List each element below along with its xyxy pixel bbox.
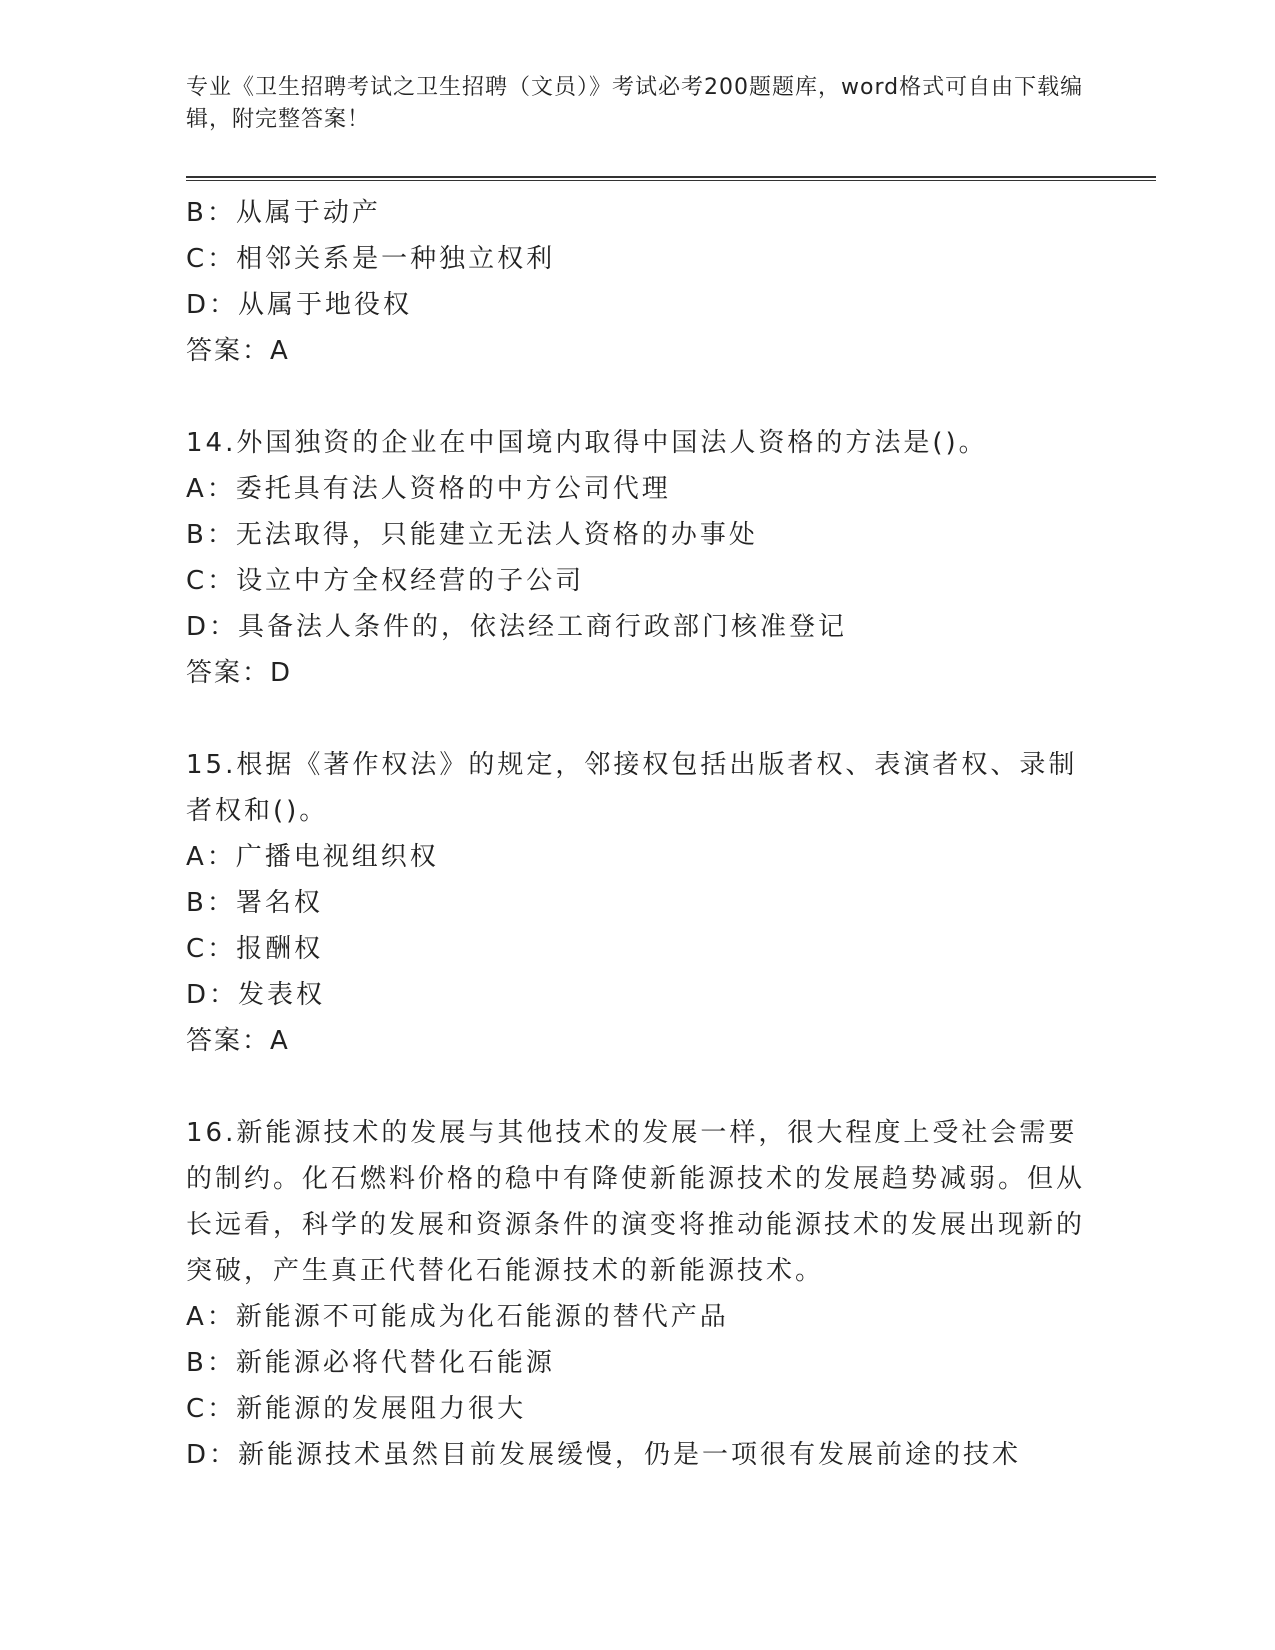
question-text: 16.新能源技术的发展与其他技术的发展一样，很大程度上受社会需要的制约。化石燃料价格的稳中有降使新能源技术的发展趋势减弱。但从长远看，科学的发展和资源条件的演变将推动能源技术的发展出现新的突破，产生真正代替化石能源技术的新能源技术。 [186,1118,1086,1286]
continued-question [186,190,1096,374]
question-text: 15.根据《著作权法》的规定，邻接权包括出版者权、表演者权、录制者权和()。 [186,750,1078,826]
option-c: C：相邻关系是一种独立权利 [186,244,556,274]
spacer [186,374,1096,420]
option-d: D：发表权 [186,980,326,1010]
option-c: C：新能源的发展阻力很大 [186,1394,527,1424]
option-b: B：新能源必将代替化石能源 [186,1348,555,1378]
answer-label: 答案：A [186,336,290,366]
question-content [186,190,1096,1478]
question-text: 14.外国独资的企业在中国境内取得中国法人资格的方法是()。 [186,428,988,458]
spacer [186,1064,1096,1110]
option-d: D：从属于地役权 [186,290,413,320]
spacer [186,696,1096,742]
option-a: A：新能源不可能成为化石能源的替代产品 [186,1302,729,1332]
option-d: D：新能源技术虽然目前发展缓慢，仍是一项很有发展前途的技术 [186,1440,1022,1470]
question-14 [186,420,1096,696]
document-header: 专业《卫生招聘考试之卫生招聘（文员）》考试必考200题题库，word格式可自由下载编辑，附完整答案！ [186,75,1084,132]
option-d: D：具备法人条件的，依法经工商行政部门核准登记 [186,612,848,642]
option-b: B：无法取得，只能建立无法人资格的办事处 [186,520,758,550]
option-a: A：委托具有法人资格的中方公司代理 [186,474,671,504]
answer-label: 答案：D [186,658,293,688]
question-15 [186,742,1096,1064]
header-divider [186,176,1156,181]
option-a: A：广播电视组织权 [186,842,439,872]
option-c: C：报酬权 [186,934,324,964]
question-16 [186,1110,1096,1478]
option-b: B：从属于动产 [186,198,381,228]
answer-label: 答案：A [186,1026,290,1056]
option-b: B：署名权 [186,888,323,918]
option-c: C：设立中方全权经营的子公司 [186,566,585,596]
